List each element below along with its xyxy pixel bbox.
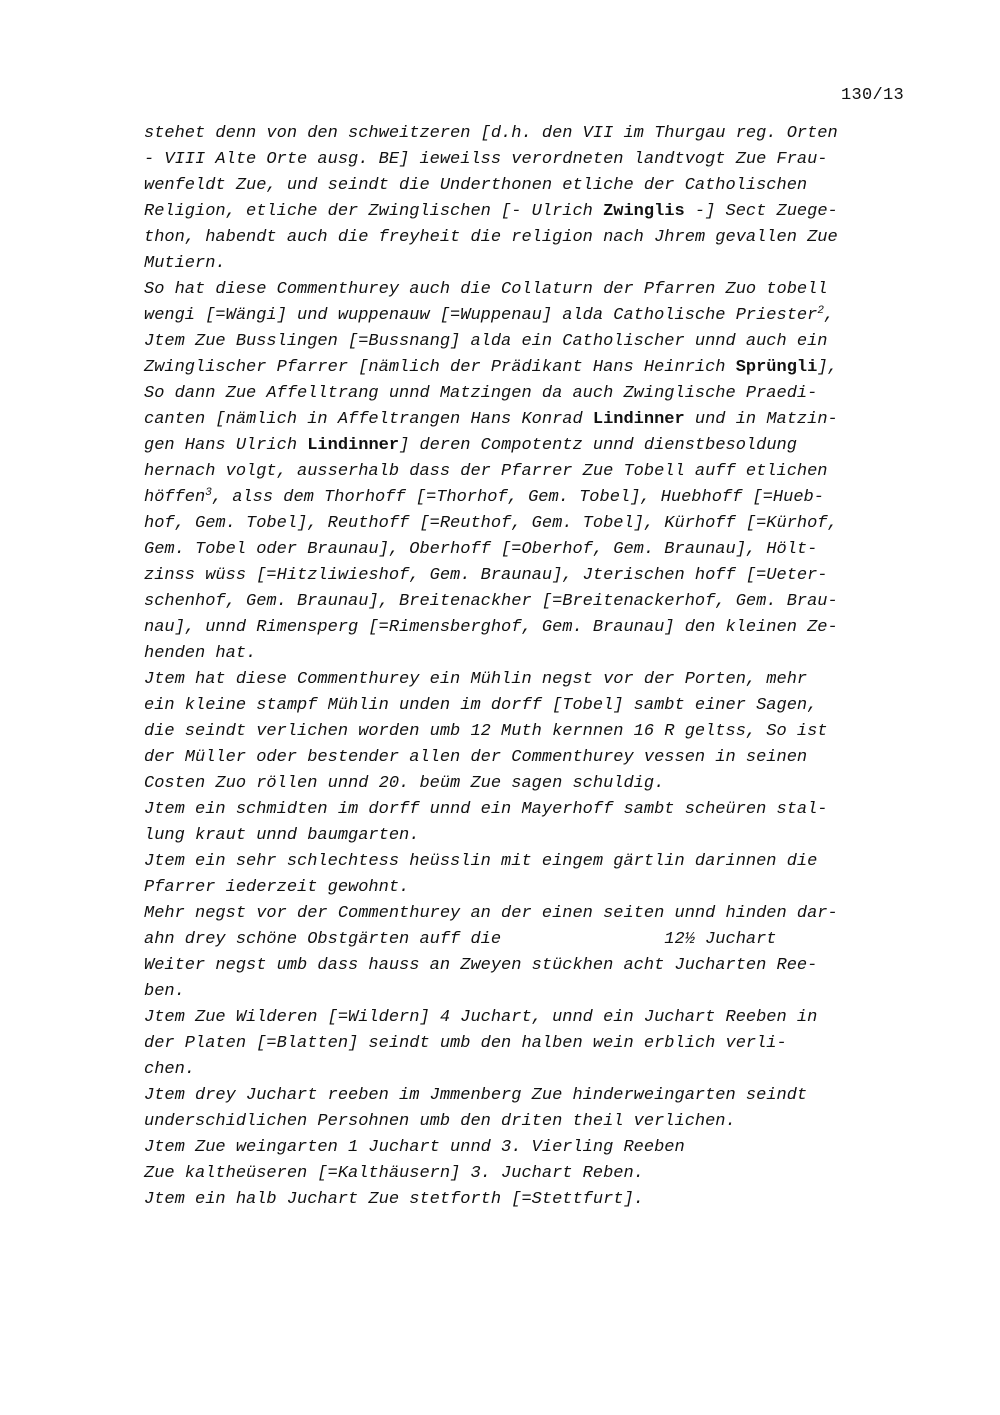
text-line: Jtem ein halb Juchart Zue stetforth [=Stettfurt]. (144, 1190, 644, 1209)
text-line: Zwinglischer Pfarrer [nämlich der Prädikant Hans Heinrich Sprüngli], (144, 358, 838, 377)
text-line: der Platen [=Blatten] seindt umb den halben wein erblich verli- (144, 1034, 787, 1053)
text-line: chen. (144, 1060, 196, 1079)
text-line: canten [nämlich in Affeltrangen Hans Konrad Lindinner und in Matzin- (144, 410, 838, 429)
text-line: thon, habendt auch die freyheit die religion nach Jhrem gevallen Zue (144, 228, 838, 247)
text-line: ben. (144, 982, 185, 1001)
page-number: 130/13 (840, 86, 904, 105)
text-line: Zue kaltheüseren [=Kalthäusern] 3. Juchart Reben. (144, 1164, 644, 1183)
person-name: Lindinner (592, 410, 685, 429)
text-line: zinss wüss [=Hitzliwieshof, Gem. Braunau], Jterischen hoff [=Ueter- (144, 566, 828, 585)
text-line: gen Hans Ulrich Lindinner] deren Compotentz unnd dienstbesoldung (144, 436, 797, 455)
footnote-marker: 3 (205, 487, 212, 499)
text-line: wengi [=Wängi] und wuppenauw [=Wuppenau] alda Catholische Priester$^2$, (144, 305, 835, 325)
text-line: Jtem Zue Wilderen [=Wildern] 4 Juchart, unnd ein Juchart Reeben in (144, 1008, 818, 1027)
text-line: Weiter negst umb dass hauss an Zweyen stückhen acht Jucharten Ree- (144, 956, 818, 975)
text-line: Pfarrer iederzeit gewohnt. (144, 878, 410, 897)
text-line: Gem. Tobel oder Braunau], Oberhoff [=Oberhof, Gem. Braunau], Hölt- (144, 540, 818, 559)
text-line: Jtem Zue weingarten 1 Juchart unnd 3. Vierling Reeben (144, 1138, 685, 1157)
text-line: - VIII Alte Orte ausg. BE] ieweilss verordneten landtvogt Zue Frau- (144, 150, 828, 169)
text-line: hof, Gem. Tobel], Reuthoff [=Reuthof, Gem. Tobel], Kürhoff [=Kürhof, (144, 514, 838, 533)
text-line: ahn drey schöne Obstgärten auff die 12½ Juchart (144, 930, 777, 949)
text-line: stehet denn von den schweitzeren [d.h. den VII im Thurgau reg. Orten (144, 124, 838, 143)
text-line: Mutiern. (144, 254, 226, 273)
person-name: Zwinglis (603, 202, 685, 221)
text-line: lung kraut unnd baumgarten. (144, 826, 420, 845)
text-line: nau], unnd Rimensperg [=Rimensberghof, Gem. Braunau] den kleinen Ze- (144, 618, 838, 637)
text-line: So dann Zue Affelltrang unnd Matzingen da auch Zwinglische Praedi- (144, 384, 818, 403)
text-line: Costen Zuo röllen unnd 20. beüm Zue sagen schuldig. (144, 774, 665, 793)
text-line: schenhof, Gem. Braunau], Breitenackher [=Breitenackerhof, Gem. Brau- (144, 592, 838, 611)
document-body (144, 121, 924, 1213)
text-line: Jtem drey Juchart reeben im Jmmenberg Zue hinderweingarten seindt (144, 1086, 808, 1105)
text-line: Religion, etliche der Zwinglischen [- Ulrich Zwinglis -] Sect Zuege- (144, 202, 838, 221)
person-name: Sprüngli (735, 358, 818, 377)
text-line: Jtem ein sehr schlechtess heüsslin mit eingem gärtlin darinnen die (144, 852, 818, 871)
text-line: die seindt verlichen worden umb 12 Muth kernnen 16 R geltss, So ist (144, 722, 828, 741)
text-line: henden hat. (144, 644, 257, 663)
person-name: Lindinner (307, 436, 400, 455)
text-line: Jtem ein schmidten im dorff unnd ein Mayerhoff sambt scheüren stal- (144, 800, 828, 819)
text-line: der Müller oder bestender allen der Commenthurey vessen in seinen (144, 748, 808, 767)
text-line: Jtem Zue Busslingen [=Bussnang] alda ein Catholischer unnd auch ein (144, 332, 828, 351)
text-line: Mehr negst vor der Commenthurey an der einen seiten unnd hinden dar- (144, 904, 838, 923)
text-line: wenfeldt Zue, und seindt die Underthonen etliche der Catholischen (144, 176, 808, 195)
text-line: höffen$^3$, alss dem Thorhoff [=Thorhof, Gem. Tobel], Huebhoff [=Hueb- (144, 487, 824, 507)
text-line: Jtem hat diese Commenthurey ein Mühlin negst vor der Porten, mehr (144, 670, 808, 689)
text-line: hernach volgt, ausserhalb dass der Pfarrer Zue Tobell auff etlichen (144, 462, 828, 481)
text-line: ein kleine stampf Mühlin unden im dorff [Tobel] sambt einer Sagen, (144, 696, 818, 715)
footnote-marker: 2 (817, 305, 824, 317)
text-line: underschidlichen Persohnen umb den driten theil verlichen. (144, 1112, 736, 1131)
text-line: So hat diese Commenthurey auch die Collaturn der Pfarren Zuo tobell (144, 280, 828, 299)
